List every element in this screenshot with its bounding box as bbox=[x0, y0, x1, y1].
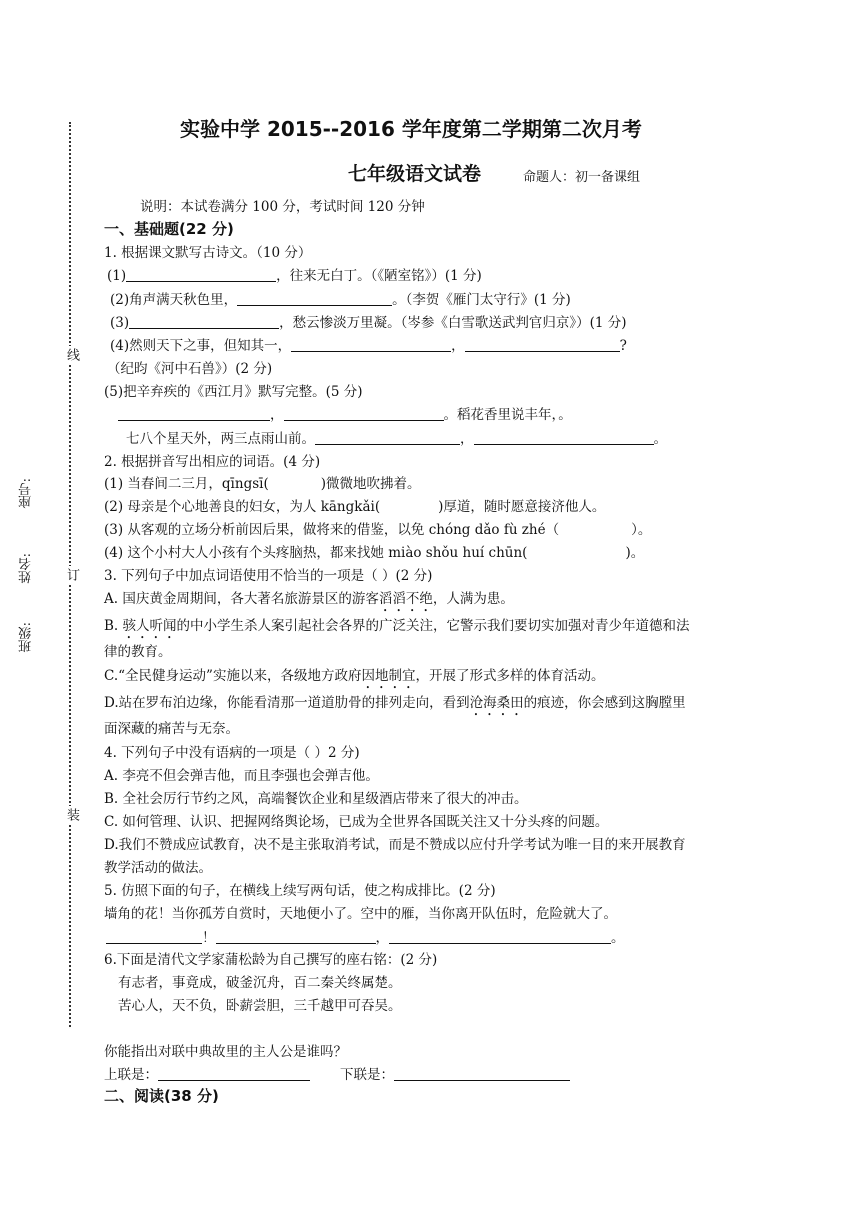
q1-line2: (2)角声满天秋色里， 。（李贺《雁门太守行》(1 分) bbox=[110, 292, 571, 308]
q6-stem: 6.下面是清代文学家蒲松龄为自己撰写的座右铭：(2 分) bbox=[104, 952, 438, 968]
q4-option-d-cont: 教学活动的做法。 bbox=[104, 860, 212, 876]
paper-title: 七年级语文试卷 bbox=[348, 163, 482, 185]
answer-blank[interactable] bbox=[118, 407, 270, 421]
q1-line1: (1) ，往来无白丁。（《陋室铭》）(1 分) bbox=[107, 268, 482, 284]
q1-line6: 七八个星天外，两三点雨山前。 ， 。 bbox=[126, 431, 667, 447]
class-field: 班级: bbox=[19, 622, 34, 653]
answer-blank[interactable] bbox=[106, 930, 202, 944]
answer-blank[interactable] bbox=[129, 315, 279, 329]
q5-example: 墙角的花！当你孤芳自赏时，天地便小了。空中的雁，当你离开队伍时，危险就大了。 bbox=[104, 906, 617, 922]
answer-blank[interactable] bbox=[158, 1067, 310, 1081]
q1-line4: (4)然则天下之事，但知其一， ， ? bbox=[110, 338, 627, 354]
q2-item4: (4) 这个小村大人小孩有个头疼脑热，都来找她 miào shǒu huí chūn( )。 bbox=[104, 545, 645, 561]
q3-option-b[interactable]: B. 骇人听闻的中小学生杀人案引起社会各界的广泛关注，它警示我们要切实加强对青少年道德和法 bbox=[104, 618, 690, 634]
q6-answer-upper: 上联是： bbox=[104, 1063, 310, 1083]
q1-line5-blanks: ， 。稻花香里说丰年，。 bbox=[118, 403, 572, 423]
q2-item2: (2) 母亲是个心地善良的妇女，为人 kāngkǎi( )厚道，随时愿意接济他人。 bbox=[104, 499, 606, 515]
q1-line4-source: （纪昀《河中石兽》）(2 分) bbox=[107, 361, 273, 377]
q6-answer-lower: 下联是： bbox=[340, 1063, 570, 1083]
answer-blank[interactable] bbox=[389, 930, 611, 944]
answer-blank[interactable] bbox=[315, 431, 460, 445]
q3-option-c[interactable]: C.“全民健身运动”实施以来，各级地方政府因地制宜，开展了形式多样的体育活动。 bbox=[104, 668, 605, 684]
name-field: 姓名: bbox=[19, 553, 34, 584]
q4-stem: 4. 下列句子中没有语病的一项是（ ）2 分) bbox=[104, 745, 360, 761]
q1-stem: 1. 根据课文默写古诗文。（10 分） bbox=[104, 245, 312, 261]
q5-blanks: ！ ， 。 bbox=[106, 926, 625, 946]
binding-label-xian: 线 bbox=[64, 348, 79, 361]
binding-label-zhuang: 装 bbox=[64, 808, 79, 821]
answer-blank[interactable] bbox=[291, 338, 451, 352]
q6-couplet-lower: 苦心人，天不负，卧薪尝胆，三千越甲可吞吴。 bbox=[118, 998, 402, 1014]
q6-couplet-upper: 有志者，事竟成，破釜沉舟，百二秦关终属楚。 bbox=[118, 975, 402, 991]
q4-option-d[interactable]: D.我们不赞成应试教育，决不是主张取消考试，而是不赞成以应付升学考试为唯一目的来开展教育 bbox=[104, 837, 686, 853]
author-note: 命题人：初一备课组 bbox=[523, 170, 641, 185]
q4-option-b[interactable]: B. 全社会厉行节约之风，高端餐饮企业和星级酒店带来了很大的冲击。 bbox=[104, 791, 528, 807]
q3-option-b-cont: 律的教育。 bbox=[104, 644, 172, 660]
q3-stem: 3. 下列句子中加点词语使用不恰当的一项是（ ）(2 分) bbox=[104, 568, 433, 584]
q2-item3: (3) 从客观的立场分析前因后果，做将来的借鉴，以免 chóng dǎo fù zhé（ ）。 bbox=[104, 522, 652, 538]
q6-question: 你能指出对联中典故里的主人公是谁吗？ bbox=[104, 1044, 347, 1060]
q4-option-a[interactable]: A. 李亮不但会弹吉他，而且李强也会弹吉他。 bbox=[104, 768, 379, 784]
answer-blank[interactable] bbox=[465, 338, 620, 352]
instructions: 说明：本试卷满分 100 分，考试时间 120 分钟 bbox=[140, 199, 425, 215]
answer-blank[interactable] bbox=[474, 431, 654, 445]
q2-stem: 2. 根据拼音写出相应的词语。(4 分) bbox=[104, 454, 321, 470]
answer-blank[interactable] bbox=[237, 292, 392, 306]
exam-title: 实验中学 2015--2016 学年度第二学期第二次月考 bbox=[180, 117, 642, 141]
binding-label-ding: 订 bbox=[64, 568, 79, 581]
q3-option-d[interactable]: D.站在罗布泊边缘，你能看清那一道道肋骨的排列走向，看到沧海桑田的痕迹，你会感到这胸膛里 bbox=[104, 695, 686, 711]
answer-blank[interactable] bbox=[394, 1067, 570, 1081]
q2-item1: (1) 当春间二三月，qīngsī( )微微地吹拂着。 bbox=[104, 476, 421, 492]
answer-blank[interactable] bbox=[216, 930, 376, 944]
q3-option-a[interactable]: A. 国庆黄金周期间，各大著名旅游景区的游客滔滔不绝，人满为患。 bbox=[104, 591, 514, 607]
answer-blank[interactable] bbox=[126, 268, 276, 282]
answer-blank[interactable] bbox=[284, 407, 444, 421]
section1-heading: 一、基础题(22 分) bbox=[104, 220, 234, 238]
q1-line5: (5)把辛弃疾的《西江月》默写完整。(5 分) bbox=[104, 384, 363, 400]
q5-stem: 5. 仿照下面的句子，在横线上续写两句话，使之构成排比。(2 分) bbox=[104, 883, 496, 899]
seat-number-field: 座号: bbox=[19, 478, 34, 509]
q3-option-d-cont: 面深藏的痛苦与无奈。 bbox=[104, 721, 239, 737]
q1-line3: (3) ，愁云惨淡万里凝。（岑参《白雪歌送武判官归京》）(1 分) bbox=[110, 315, 627, 331]
section2-heading: 二、阅读(38 分) bbox=[104, 1087, 219, 1105]
q4-option-c[interactable]: C. 如何管理、认识、把握网络舆论场，已成为全世界各国既关注又十分头疼的问题。 bbox=[104, 814, 609, 830]
